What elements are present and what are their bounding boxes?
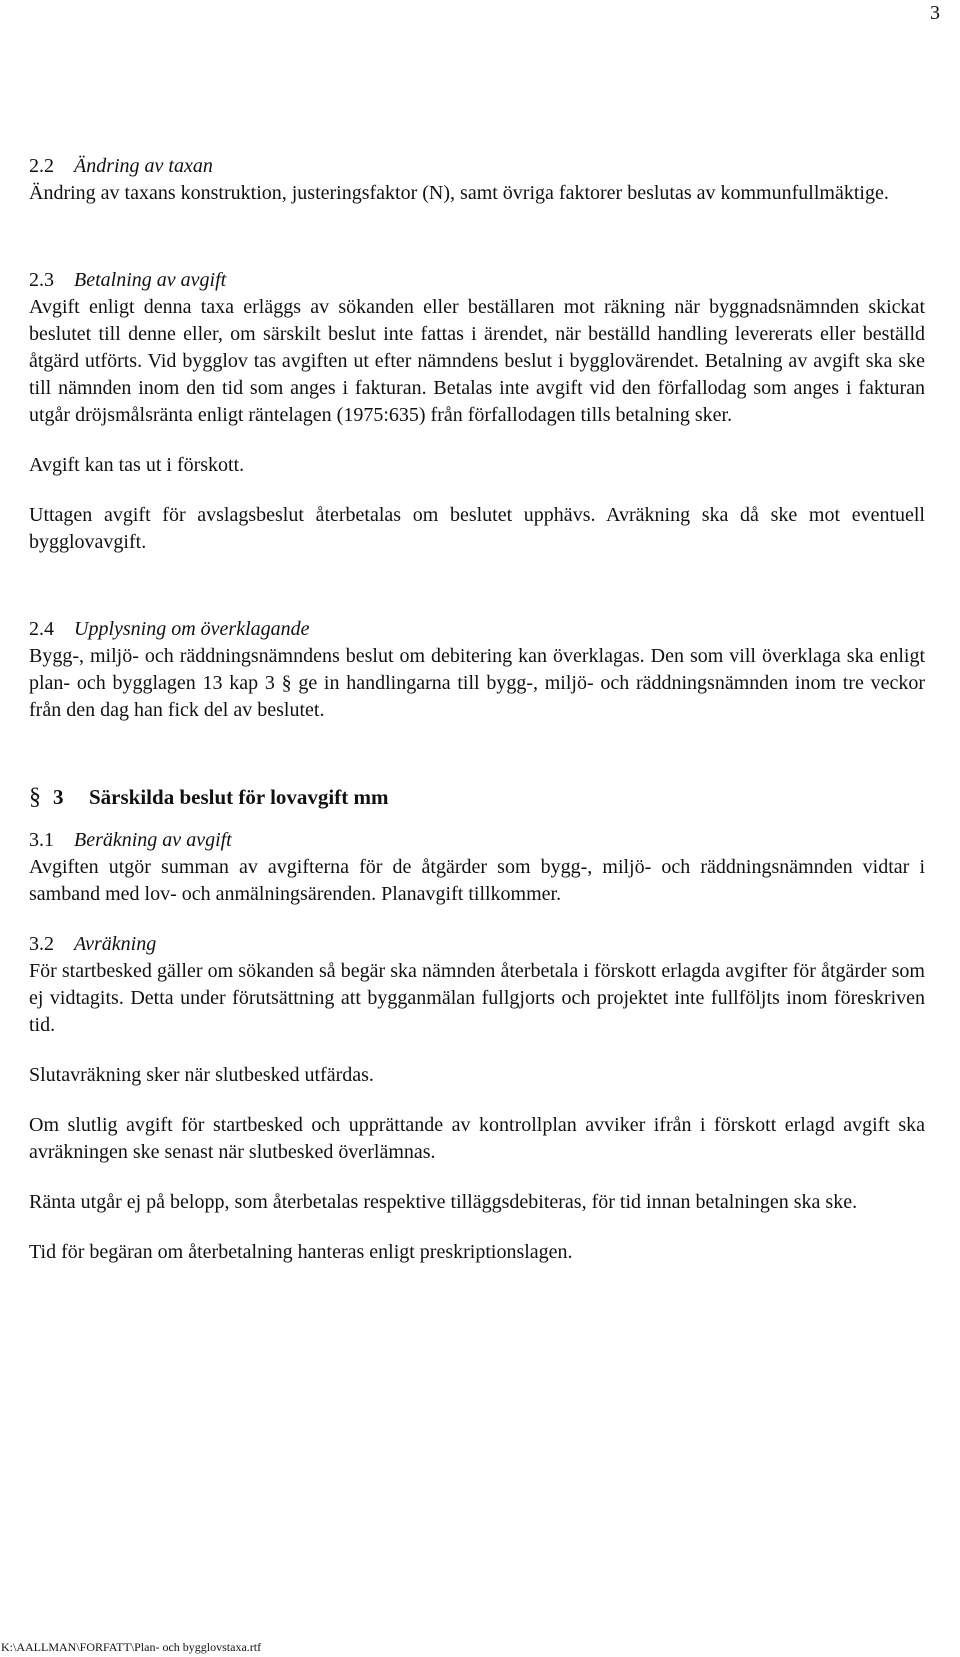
file-path-footer: K:\AALLMAN\FORFATT\Plan- och bygglovstaxa.rtf	[1, 1640, 262, 1654]
section-2-2-paragraph: Ändring av taxans konstruktion, justeringsfaktor (N), samt övriga faktorer beslutas av kommunfullmäktige.	[29, 182, 889, 204]
section-2-4-heading	[29, 616, 925, 643]
section-number: 3.2	[29, 933, 54, 955]
section-number: 3.1	[29, 829, 54, 851]
section-number: 2.2	[29, 155, 54, 177]
document-body	[29, 153, 925, 1266]
section-2-2-heading	[29, 153, 925, 180]
section-3-2-paragraph-2: Slutavräkning sker när slutbesked utfärdas.	[29, 1064, 374, 1086]
section-2-3-paragraph-2: Avgift kan tas ut i förskott.	[29, 454, 245, 476]
section-title: Ändring av taxan	[74, 155, 213, 177]
section-number: 3	[53, 785, 64, 809]
section-title: Beräkning av avgift	[74, 829, 232, 851]
section-3-2-paragraph-1: För startbesked gäller om sökanden så begär ska nämnden återbetala i förskott erlagda avgifter för åtgärder som ej vidtagits. Detta under förutsättning att bygganmälan fullgjorts och projektet inte fullföljts inom föreskriven tid.	[29, 960, 925, 1036]
section-3-2-paragraph-5: Tid för begäran om återbetalning hanteras enligt preskriptionslagen.	[29, 1241, 573, 1263]
paragraph-mark: §	[29, 784, 41, 810]
section-2-3-paragraph-3: Uttagen avgift för avslagsbeslut återbetalas om beslutet upphävs. Avräkning ska då ske mot eventuell bygglovavgift.	[29, 504, 925, 553]
section-3-2-paragraph-3: Om slutlig avgift för startbesked och upprättande av kontrollplan avviker ifrån i förskott erlagd avgift ska avräkningen ske senast när slutbesked överlämnas.	[29, 1114, 925, 1163]
section-3-heading	[29, 784, 925, 811]
section-title: Särskilda beslut för lovavgift mm	[89, 785, 389, 809]
page-number: 3	[930, 2, 940, 24]
section-2-3-heading	[29, 267, 925, 294]
section-2-3-paragraph-1: Avgift enligt denna taxa erläggs av sökanden eller beställaren mot räkning när byggnadsnämnden skickat beslutet till denne eller, om särskilt beslut inte fattas i ärendet, när beställd handling levererats eller beställd åtgärd utförts. Vid bygglov tas avgiften ut efter nämndens beslut i bygglovärendet. Betalning av avgift ska ske till nämnden inom den tid som anges i fakturan. Betalas inte avgift vid den förfallodag som anges i fakturan utgår dröjsmålsränta enligt räntelagen (1975:635) från förfallodagen tills betalning sker.	[29, 296, 925, 426]
section-2-4-paragraph: Bygg-, miljö- och räddningsnämndens beslut om debitering kan överklagas. Den som vill överklaga ska enligt plan- och bygglagen 13 kap 3 § ge in handlingarna till bygg-, miljö- och räddningsnämnden inom tre veckor från den dag han fick del av beslutet.	[29, 645, 925, 721]
section-title: Avräkning	[74, 933, 157, 955]
section-number: 2.4	[29, 618, 54, 640]
section-3-1-paragraph: Avgiften utgör summan av avgifterna för de åtgärder som bygg-, miljö- och räddningsnämnden vidtar i samband med lov- och anmälningsärenden. Planavgift tillkommer.	[29, 856, 925, 905]
section-3-2-heading	[29, 931, 925, 958]
section-3-2-paragraph-4: Ränta utgår ej på belopp, som återbetalas respektive tilläggsdebiteras, för tid innan betalningen ska ske.	[29, 1191, 858, 1213]
section-title: Upplysning om överklagande	[74, 618, 310, 640]
section-title: Betalning av avgift	[74, 269, 227, 291]
section-number: 2.3	[29, 269, 54, 291]
section-3-1-heading	[29, 827, 925, 854]
